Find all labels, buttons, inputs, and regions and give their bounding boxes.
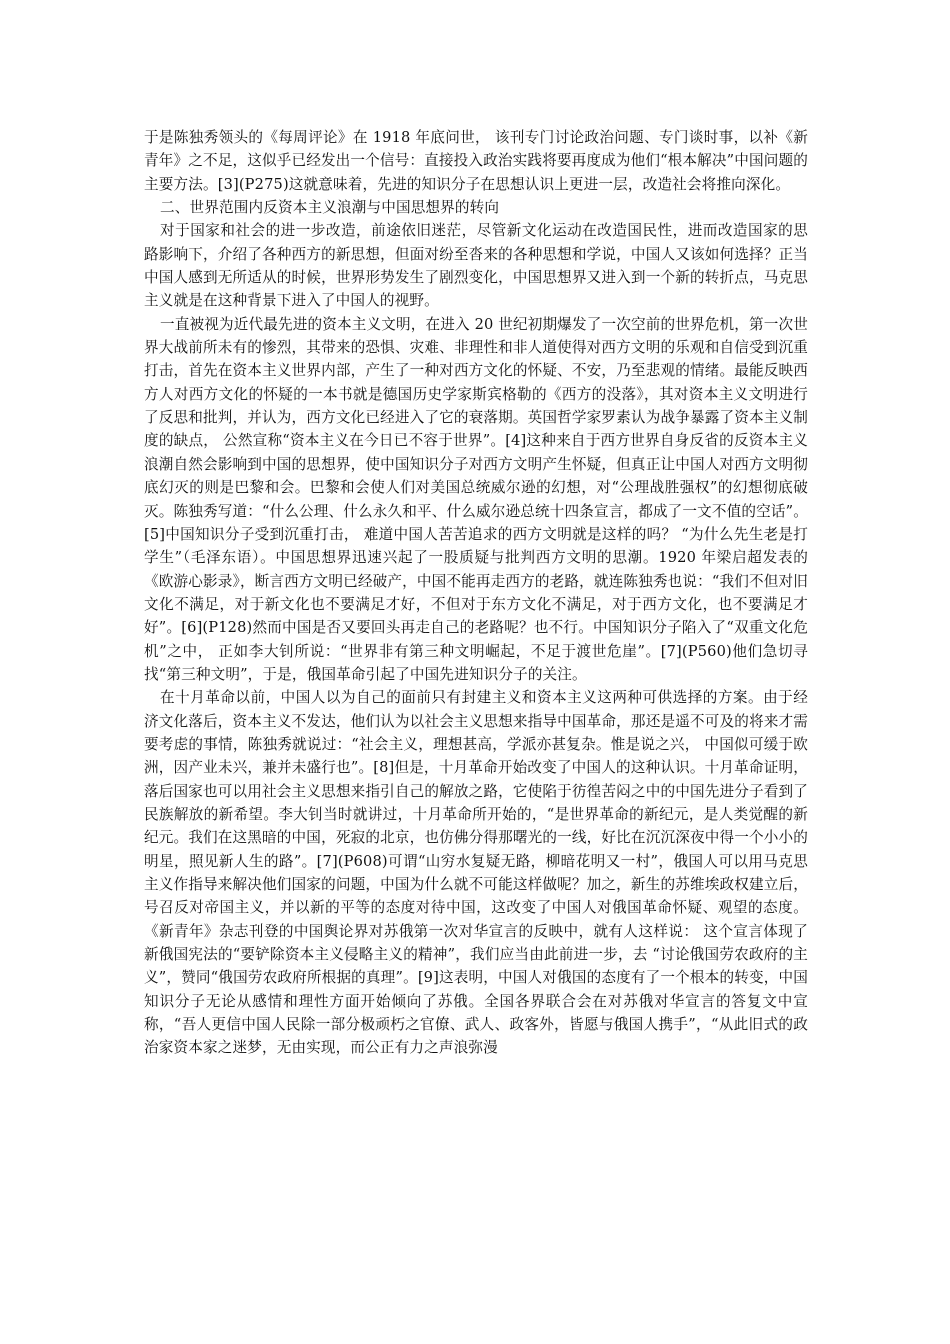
section-heading: 二、世界范围内反资本主义浪潮与中国思想界的转向 xyxy=(160,199,500,217)
paragraph-1: 对于国家和社会的进一步改造，前途依旧迷茫，尽管新文化运动在改造国民性，进而改造国家的思路影响下，介绍了各种西方的新思想，但面对纷至沓来的各种思想和学说，中国人又该如何选择？正当中国人感到无所适从的时候，世界形势发生了剧烈变化，中国思想界又进入到一个新的转折点，马克思主义就是在这种背景下进入了中国人的视野。 xyxy=(144,222,808,310)
paragraph-3: 在十月革命以前，中国人以为自己的面前只有封建主义和资本主义这两种可供选择的方案。由于经济文化落后，资本主义不发达，他们认为以社会主义思想来指导中国革命，那还是遥不可及的将来才需要考虑的事情，陈独秀就说过：“社会主义，理想甚高，学派亦甚复杂。惟是说之兴， 中国似可缓于欧洲，因产业未兴，兼并未盛行也”。[8]但是，十月革命开始改变了中国人的这种认识。十月革命证明，落后国家也可以用社会主义思想来指引自己的解放之路，它使陷于彷徨苦闷之中的中国先进分子看到了民族解放的新希望。李大钊当时就讲过，十月革命所开始的，“是世界革命的新纪元，是人类觉醒的新纪元。我们在这黑暗的中国，死寂的北京，也仿佛分得那曙光的一线，好比在沉沉深夜中得一个小小的明星，照见新人生的路”。[7](P608)可谓“山穷水复疑无路，柳暗花明又一村”，俄国人可以用马克思主义作指导来解决他们国家的问题，中国为什么就不可能这样做呢？加之，新生的苏维埃政权建立后，号召反对帝国主义，并以新的平等的态度对待中国，这改变了中国人对俄国革命怀疑、观望的态度。《新青年》杂志刊登的中国舆论界对苏俄第一次对华宣言的反映中，就有人这样说： 这个宣言体现了新俄国宪法的“要铲除资本主义侵略主义的精神”，我们应当由此前进一步，去 “讨论俄国劳农政府的主义”，赞同“俄国劳农政府所根据的真理”。[9]这表明，中国人对俄国的态度有了一个根本的转变，中国知识分子无论从感情和理性方面开始倾向了苏俄。全国各界联合会在对苏俄对华宣言的答复文中宣称，“吾人更信中国人民除一部分极顽朽之官僚、武人、政客外，皆愿与俄国人携手”，“从此旧式的政治家资本家之迷梦，无由实现，而公正有力之声浪弥漫 xyxy=(144,689,808,1057)
paragraph-intro: 于是陈独秀领头的《每周评论》在 1918 年底问世， 该刊专门讨论政治问题、专门谈时事，以补《新青年》之不足，这似乎已经发出一个信号：直接投入政治实践将要再度成为他们“根本解决”中国问题的主要方法。[3](P275)这就意味着，先进的知识分子在思想认识上更进一层，改造社会将推向深化。 xyxy=(144,129,808,193)
article-body xyxy=(144,126,808,1060)
paragraph-2: 一直被视为近代最先进的资本主义文明，在进入 20 世纪初期爆发了一次空前的世界危机，第一次世界大战前所未有的惨烈，其带来的恐惧、灾难、非理性和非人道使得对西方文明的乐观和自信受到沉重打击，首先在资本主义世界内部，产生了一种对西方文化的怀疑、不安，乃至悲观的情绪。最能反映西方人对西方文化的怀疑的一本书就是德国历史学家斯宾格勒的《西方的没落》，其对资本主义文明进行了反思和批判，并认为，西方文化已经进入了它的衰落期。英国哲学家罗素认为战争暴露了资本主义制度的缺点， 公然宣称“资本主义在今日已不容于世界”。[4]这种来自于西方世界自身反省的反资本主义浪潮自然会影响到中国的思想界，使中国知识分子对西方文明产生怀疑，但真正让中国人对西方文明彻底幻灭的则是巴黎和会。巴黎和会使人们对美国总统威尔逊的幻想，对“公理战胜强权”的幻想彻底破灭。陈独秀写道：“什么公理、什么永久和平、什么威尔逊总统十四条宣言，都成了一文不值的空话”。[5]中国知识分子受到沉重打击， 难道中国人苦苦追求的西方文明就是这样的吗？ “为什么先生老是打学生”（毛泽东语）。中国思想界迅速兴起了一股质疑与批判西方文明的思潮。1920 年梁启超发表的《欧游心影录》，断言西方文明已经破产，中国不能再走西方的老路，就连陈独秀也说：“我们不但对旧文化不满足，对于新文化也不要满足才好，不但对于东方文化不满足，对于西方文化，也不要满足才好”。[6](P128)然而中国是否又要回头再走自己的老路呢？也不行。中国知识分子陷入了“双重文化危机”之中， 正如李大钊所说：“世界非有第三种文明崛起，不足于渡世危崖”。[7](P560)他们急切寻找“第三种文明”，于是，俄国革命引起了中国先进知识分子的关注。 xyxy=(144,315,808,683)
